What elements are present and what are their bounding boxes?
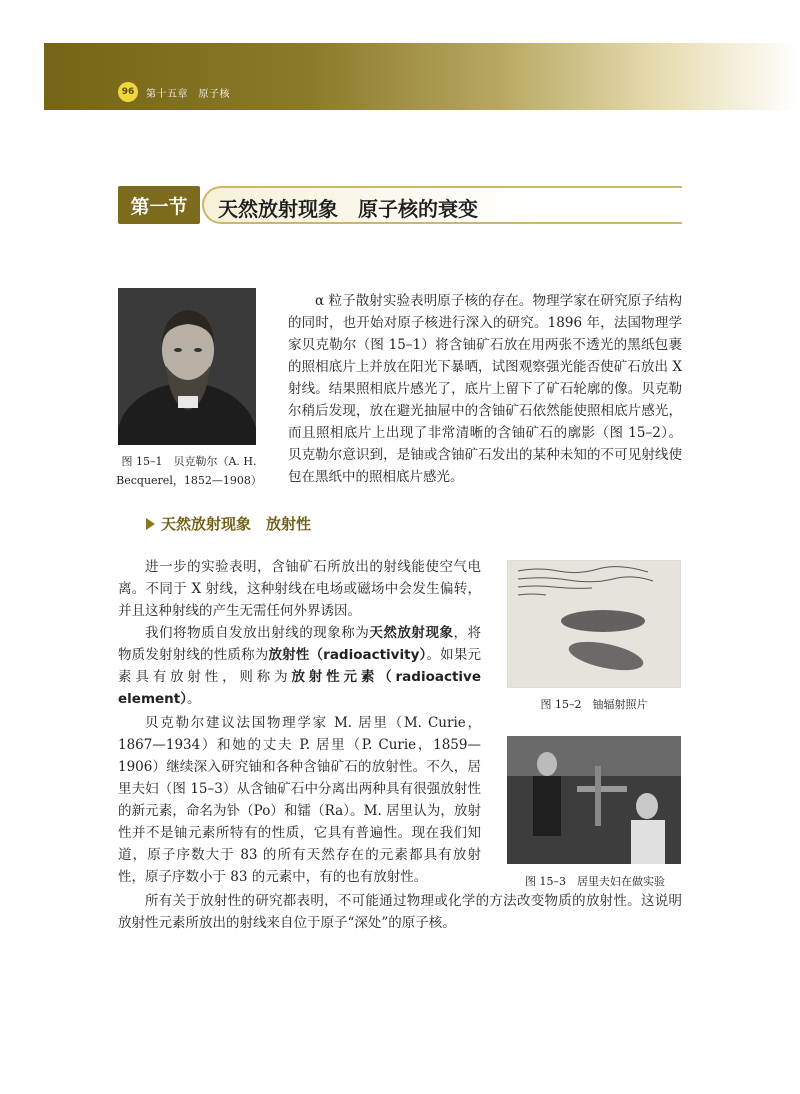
- subheading-text: 天然放射现象 放射性: [161, 515, 312, 533]
- chapter-label: 第十五章 原子核: [146, 89, 230, 100]
- lab-illustration: [507, 736, 681, 864]
- term-natural-radioactivity: 天然放射现象: [369, 625, 454, 641]
- p2-text-1: 我们将物质自发放出射线的现象称为: [145, 625, 370, 641]
- figure3-caption: 图 15–3 居里夫妇在做实验: [525, 875, 665, 888]
- intro-paragraph: α 粒子散射实验表明原子核的存在。物理学家在研究原子结构的同时，也开始对原子核进行深入的研究。1896 年，法国物理学家贝克勒尔（图 15–1）将含铀矿石放在用两张不透光的黑纸包裹的照相底片上并放在阳光下暴晒，试图观察强光能否使矿石放出 X 射线。结果照相底片感光了，底片上留下了矿石轮廓的像。贝克勒尔稍后发现，放在避光抽屉中的含铀矿石依然能使照相底片感光，而且照相底片上出现了非常清晰的含铀矿石的廓影（图 15–2）。贝克勒尔意识到，是铀或含铀矿石发出的某种未知的不可见射线使包在黑纸中的照相底片感光。: [288, 293, 682, 485]
- figure1-caption: [110, 452, 268, 490]
- paragraph-4: 所有关于放射性的研究都表明，不可能通过物理或化学的方法改变物质的放射性。这说明放射性元素所放出的射线来自位于原子“深处”的原子核。: [118, 893, 682, 931]
- term-radioactivity: 放射性（radioactivity）: [268, 647, 427, 663]
- paragraph-3: 贝克勒尔建议法国物理学家 M. 居里（M. Curie，1867—1934）和她的丈夫 P. 居里（P. Curie，1859—1906）继续深入研究铀和各种含铀矿石的放射性。不久，居里夫妇（图 15–3）从含铀矿石中分离出两种具有很强放射性的新元素，命名为钋（Po）和镭（Ra）。M. 居里认为，放射性并不是铀元素所特有的性质，它具有普遍性。现在我们知道，原子序数大于 83 的所有天然存在的元素都具有放射性，原子序数小于 83 的元素中，有的也有放射性。: [118, 715, 481, 885]
- page-number-badge: 96: [118, 82, 138, 102]
- term-radioactive-element: 放射性元素（radioactive element）: [118, 669, 482, 707]
- figure1-caption-line1: 图 15–1 贝克勒尔（A. H.: [121, 455, 257, 468]
- radiation-plate-illustration: [508, 561, 681, 688]
- section-number: 第一节: [118, 186, 200, 224]
- becquerel-portrait-photo: [118, 288, 256, 445]
- figure2-caption: 图 15–2 铀辐射照片: [540, 698, 648, 711]
- triangle-bullet-icon: [146, 518, 155, 530]
- portrait-illustration: [118, 288, 256, 445]
- figure1-caption-line2: Becquerel，1852—1908）: [116, 474, 262, 487]
- section-title-frame: [202, 186, 682, 224]
- uranium-radiation-photo: [507, 560, 681, 688]
- paragraph-2: [118, 622, 481, 710]
- curie-couple-photo: [507, 736, 681, 864]
- p2-text-2: ，将物质发射射线的性质称为: [118, 625, 482, 663]
- paragraph-1: 进一步的实验表明，含铀矿石所放出的射线能使空气电离。不同于 X 射线，这种射线在电场或磁场中会发生偏转，并且这种射线的产生无需任何外界诱因。: [118, 559, 481, 619]
- p2-text-3: 。如果元素具有放射性，则称为: [118, 647, 482, 685]
- subheading: [146, 513, 311, 534]
- section-title: 天然放射现象 原子核的衰变: [218, 197, 478, 221]
- p2-text-4: 。: [186, 691, 201, 707]
